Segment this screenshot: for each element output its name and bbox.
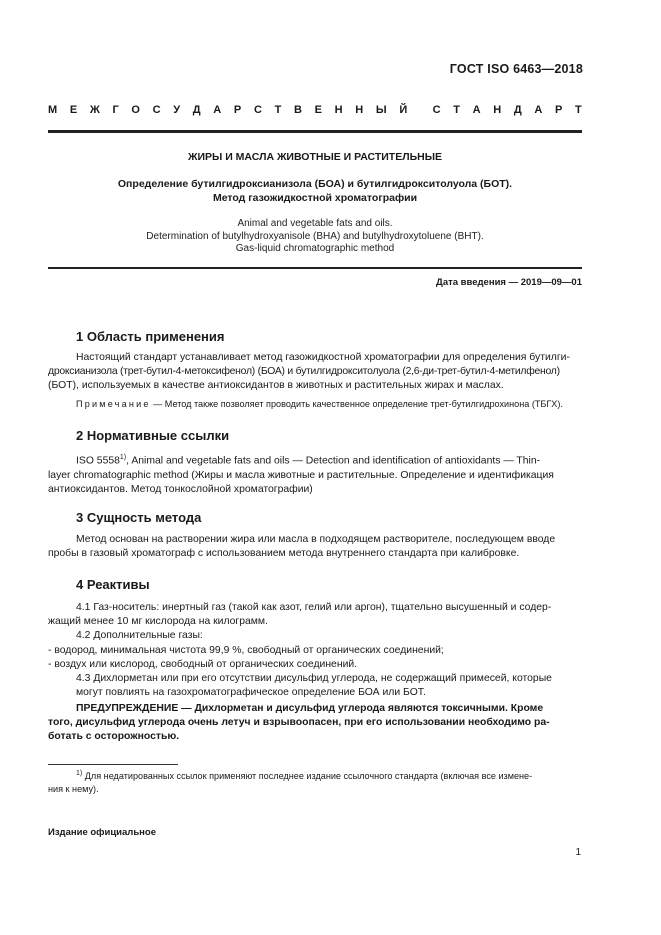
section-1-heading: 1 Область применения — [76, 329, 225, 344]
section-1-text — [48, 351, 582, 394]
section-4-2-item-1: - водород, минимальная чистота 99,9 %, свободный от органических соединений; — [48, 644, 444, 656]
interstate-letter: Д — [192, 104, 201, 116]
section-4-1-line-2: жащий менее 10 мг кислорода на килограмм. — [48, 616, 268, 628]
section-4-3-line-2: могут повлиять на газохроматографическое определение БОА или БОТ. — [76, 687, 426, 699]
section-3-heading: 3 Сущность метода — [76, 510, 202, 525]
interstate-letter: У — [173, 104, 181, 116]
interstate-letter: А — [534, 104, 543, 116]
section-4-2-heading: 4.2 Дополнительные газы: — [76, 630, 203, 642]
interstate-letter: Д — [513, 104, 522, 116]
english-title — [48, 218, 582, 256]
interstate-letter: Е — [314, 104, 322, 116]
interstate-letter: Т — [453, 104, 460, 116]
interstate-letter: Т — [274, 104, 282, 116]
footnote — [48, 767, 582, 796]
official-edition-label: Издание официальное — [48, 827, 156, 838]
english-title-line-1: Animal and vegetable fats and oils. — [237, 218, 393, 229]
interstate-letter: В — [293, 104, 302, 116]
section-1-note — [76, 399, 563, 409]
interstate-letter: Т — [575, 104, 582, 116]
interstate-letter: С — [253, 104, 262, 116]
section-3-text — [48, 533, 582, 561]
interstate-letter: М — [48, 104, 58, 116]
title-divider — [48, 267, 582, 269]
interstate-letter: Р — [554, 104, 563, 116]
interstate-letter: С — [152, 104, 161, 116]
document-title: ЖИРЫ И МАСЛА ЖИВОТНЫЕ И РАСТИТЕЛЬНЫЕ — [187, 151, 443, 163]
section-4-heading: 4 Реактивы — [76, 577, 150, 592]
section-2-line-1: , Animal and vegetable fats and oils — Detection and identification of antioxidants — Thin- — [126, 455, 541, 467]
interstate-letter: А — [472, 104, 481, 116]
gost-number: ГОСТ ISO 6463—2018 — [449, 62, 583, 76]
section-3-line-1: Метод основан на растворении жира или масла в подходящем растворителе, последующем вводе — [76, 534, 556, 545]
english-title-line-3: Gas-liquid chromatographic method — [235, 243, 395, 254]
section-2-text — [48, 451, 582, 497]
interstate-letter: С — [432, 104, 441, 116]
header-divider — [48, 130, 582, 133]
interstate-standard-heading — [48, 104, 582, 116]
page-number: 1 — [575, 847, 581, 858]
subtitle-line-1: Определение бутилгидроксианизола (БОА) и бутилгидрокситолуола (БОТ). — [117, 178, 513, 190]
section-4-3-line-1: 4.3 Дихлорметан или при его отсутствии дисульфид углерода, не содержащий примесей, которые — [76, 673, 552, 685]
interstate-letter: Й — [399, 104, 408, 116]
english-title-line-2: Determination of butylhydroxyanisole (BHA) and butylhydroxytoluene (BHT). — [146, 230, 484, 242]
interstate-letter: Р — [233, 104, 242, 116]
interstate-letter: О — [131, 104, 140, 116]
interstate-letter: Н — [493, 104, 502, 116]
introduction-date: Дата введения — 2019—09—01 — [436, 277, 582, 288]
footnote-ref-mark: 1) — [119, 454, 127, 461]
interstate-letter: Н — [334, 104, 343, 116]
section-4-2-item-2: - воздух или кислород, свободный от органических соединений. — [48, 658, 358, 670]
section-4-text — [48, 601, 582, 700]
interstate-letter: Г — [112, 104, 119, 116]
section-2-line-2: layer chromatographic method (Жиры и масла животные и растительные. Определение и идентификация — [48, 469, 554, 481]
footnote-mark: 1) — [76, 770, 83, 777]
section-1-line-1: Настоящий стандарт устанавливает метод газожидкостной хроматографии для определения бутилги- — [76, 352, 570, 363]
section-1-line-2: дроксианизола (трет-бутил-4-метоксифенол) (БОА) и бутилгидрокситолуола (2,6-ди-трет-бутил-4-метилфенол) — [48, 366, 560, 378]
section-2-heading: 2 Нормативные ссылки — [76, 428, 230, 443]
interstate-letter: А — [213, 104, 222, 116]
footnote-line-1: Для недатированных ссылок применяют последнее издание ссылочного стандарта (включая все измене- — [82, 771, 533, 782]
document-subtitle — [48, 178, 582, 205]
subtitle-line-2: Метод газожидкостной хроматографии — [212, 191, 418, 204]
iso-reference: ISO 5558 — [76, 455, 120, 467]
warning-text — [48, 702, 582, 745]
interstate-letter: Е — [69, 104, 78, 116]
section-1-line-3: (БОТ), используемых в качестве антиоксидантов в животных и растительных жирах и маслах. — [48, 380, 504, 392]
footnote-line-2: ния к нему). — [48, 784, 99, 795]
interstate-letter: Ж — [89, 104, 100, 116]
section-4-1-line-1: 4.1 Газ-носитель: инертный газ (такой как азот, гелий или аргон), тщательно высушенный и содер- — [76, 602, 552, 613]
warning-line-2: того, дисульфид углерода очень летуч и взрывоопасен, при его использовании необходимо ра- — [48, 717, 550, 729]
section-2-line-3: антиоксидантов. Метод тонкослойной хроматографии) — [48, 483, 313, 495]
footnote-divider — [48, 764, 178, 765]
warning-line-1: ПРЕДУПРЕЖДЕНИЕ — Дихлорметан и дисульфид углерода являются токсичными. Кроме — [76, 703, 544, 714]
interstate-letter: Ы — [375, 104, 387, 116]
note-label: Примечание — [76, 399, 151, 409]
warning-line-3: ботать с осторожностью. — [48, 731, 180, 743]
note-text: — Метод также позволяет проводить качественное определение трет-бутилгидрохинона (ТБГХ). — [150, 399, 563, 409]
section-3-line-2: пробы в газовый хроматограф с использованием метода внутреннего стандарта при калибровке. — [48, 548, 520, 560]
interstate-letter: Н — [355, 104, 364, 116]
